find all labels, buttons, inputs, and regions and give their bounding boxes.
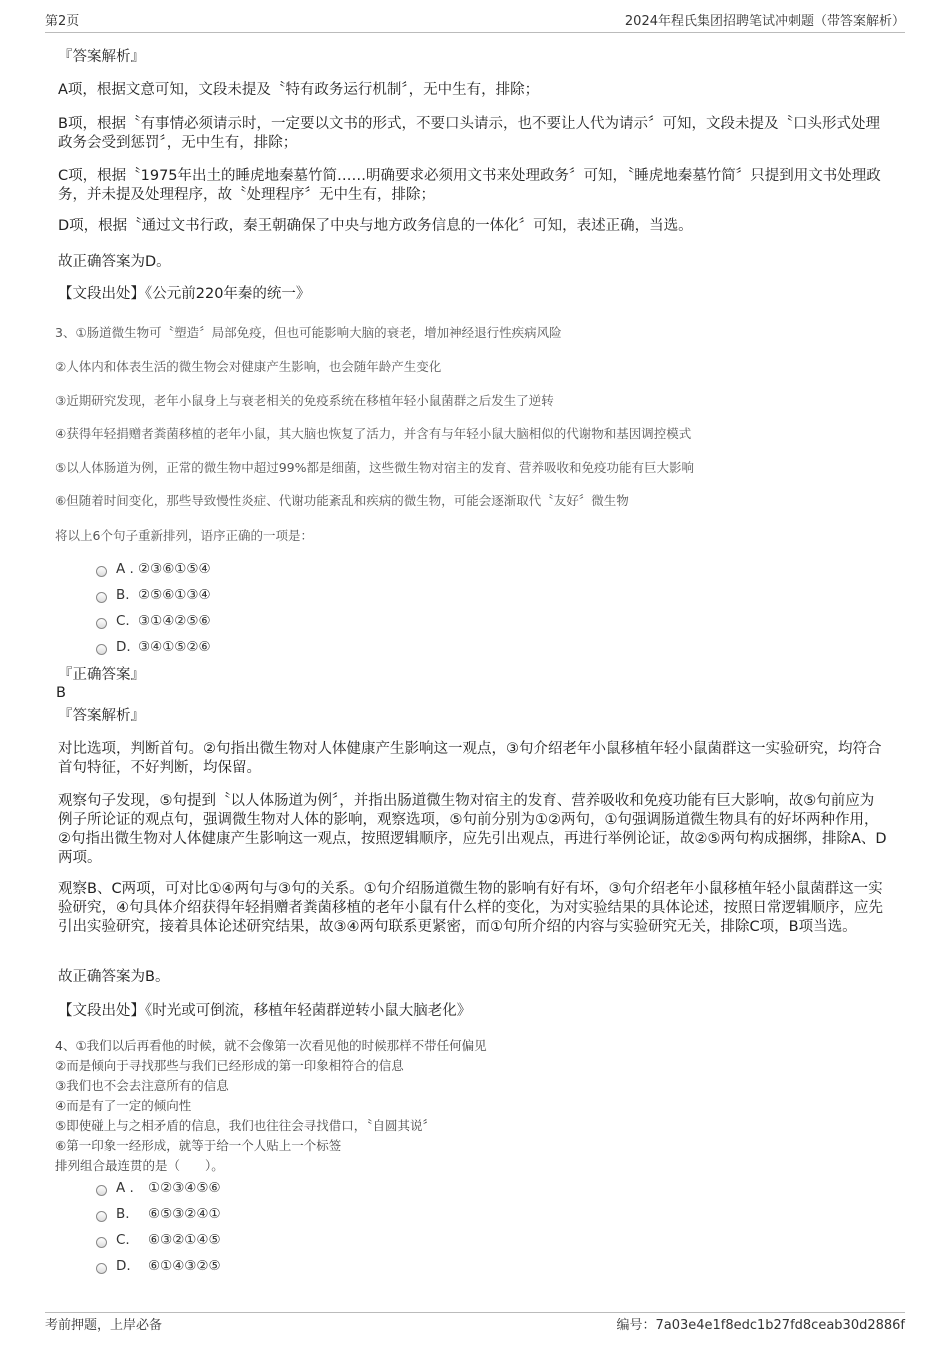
radio-button[interactable] — [96, 1263, 107, 1274]
question-item: ④而是有了一定的倾向性 — [55, 1098, 192, 1113]
analysis-para: C项，根据〝1975年出土的睡虎地秦墓竹简……明确要求必须用文书来处理政务〞可知，〝睡虎地秦墓竹简〞只提到用文书处理政务，并未提及处理程序，故〝处理程序〞无中生有，排除； — [58, 168, 881, 203]
question-item: ⑤即使碰上与之相矛盾的信息，我们也往往会寻找借口，〝自圆其说〞 — [55, 1118, 435, 1133]
radio-button[interactable] — [96, 592, 107, 603]
question-item: ④获得年轻捐赠者粪菌移植的老年小鼠，其大脑也恢复了活力，并含有与年轻小鼠大脑相似的代谢物和基因调控模式 — [55, 426, 692, 441]
analysis-para: B项，根据〝有事情必须请示时，一定要以文书的形式，不要口头请示，也不要让人代为请示〞可知，文段未提及〝口头形式处理政务会受到惩罚〞，无中生有，排除； — [58, 116, 880, 151]
analysis-para: 观察B、C两项，可对比①④两句与③句的关系。①句介绍肠道微生物的影响有好有坏，③句介绍老年小鼠移植年轻小鼠菌群这一实验研究，④句具体介绍获得年轻捐赠者粪菌移植的老年小鼠有什么样的变化，为对实验结果的具体论述，按照日常逻辑顺序，应先引出实验研究，接着具体论述研究结果，故③④两句联系更紧密，而①句所介绍的内容与实验研究无关，排除C项，B项当选。 — [58, 881, 883, 935]
correct-answer: B — [56, 685, 66, 701]
analysis-label: 『答案解析』 — [58, 49, 145, 65]
radio-button[interactable] — [96, 566, 107, 577]
document-title: 2024年程氏集团招聘笔试冲刺题（带答案解析） — [624, 14, 905, 29]
radio-button[interactable] — [96, 618, 107, 629]
question-item: ②人体内和体表生活的微生物会对健康产生影响，也会随年龄产生变化 — [55, 359, 442, 374]
analysis-label: 『答案解析』 — [58, 708, 145, 724]
option-b[interactable]: B. ②⑤⑥①③④ — [96, 587, 211, 603]
question-item: ⑤以人体肠道为例，正常的微生物中超过99%都是细菌，这些微生物对宿主的发育、营养吸收和免疫功能有巨大影响 — [55, 460, 694, 475]
option-c[interactable]: C. ③①④②⑤⑥ — [96, 613, 211, 629]
question-item: ⑥第一印象一经形成，就等于给一个人贴上一个标签 — [55, 1138, 342, 1153]
question-prompt: 将以上6个句子重新排列，语序正确的一项是： — [55, 528, 313, 543]
question-item: 3、①肠道微生物可〝塑造〞局部免疫，但也可能影响大脑的衰老，增加神经退行性疾病风险 — [55, 325, 562, 340]
question-item: ③近期研究发现，老年小鼠身上与衰老相关的免疫系统在移植年轻小鼠菌群之后发生了逆转 — [55, 393, 554, 408]
question-item: ⑥但随着时间变化，那些导致慢性炎症、代谢功能紊乱和疾病的微生物，可能会逐渐取代〝友好〞微生物 — [55, 493, 629, 508]
page-number: 第2页 — [45, 14, 80, 29]
header-divider — [45, 32, 905, 33]
analysis-para: D项，根据〝通过文书行政，秦王朝确保了中央与地方政务信息的一体化〞可知，表述正确，当选。 — [58, 218, 693, 234]
option-b[interactable]: B. ⑥⑤③②④① — [96, 1206, 221, 1222]
correct-answer-label: 『正确答案』 — [58, 667, 145, 683]
analysis-para: 对比选项，判断首句。②句指出微生物对人体健康产生影响这一观点，③句介绍老年小鼠移植年轻小鼠菌群这一实验研究，均符合首句特征，不好判断，均保留。 — [58, 741, 882, 776]
radio-button[interactable] — [96, 1211, 107, 1222]
document-id: 编号：7a03e4e1f8edc1b27fd8ceab30d2886f — [616, 1318, 905, 1333]
option-c[interactable]: C. ⑥③②①④⑤ — [96, 1232, 221, 1248]
radio-button[interactable] — [96, 1237, 107, 1248]
footer-divider — [45, 1312, 905, 1313]
radio-button[interactable] — [96, 1185, 107, 1196]
answer-conclusion: 故正确答案为D。 — [58, 254, 171, 270]
question-item: 4、①我们以后再看他的时候，就不会像第一次看见他的时候那样不带任何偏见 — [55, 1038, 487, 1053]
question-item: ②而是倾向于寻找那些与我们已经形成的第一印象相符合的信息 — [55, 1058, 404, 1073]
analysis-para: 观察句子发现，⑤句提到〝以人体肠道为例〞，并指出肠道微生物对宿主的发育、营养吸收和免疫功能有巨大影响，故⑤句前应为例子所论证的观点句，强调微生物对人体的影响，观察选项，⑤句前分别为①②两句，①句强调肠道微生物具有的好坏两种作用，②句指出微生物对人体健康产生影响这一观点，按照逻辑顺序，应先引出观点，再进行举例论证，故②⑤两句构成捆绑，排除A、D两项。 — [58, 793, 887, 866]
option-d[interactable]: D. ③④①⑤②⑥ — [96, 639, 211, 655]
source: 【文段出处】《公元前220年秦的统一》 — [58, 286, 311, 302]
option-a[interactable]: A . ②③⑥①⑤④ — [96, 561, 211, 577]
analysis-para: A项，根据文意可知，文段未提及〝特有政务运行机制〞，无中生有，排除； — [58, 82, 540, 98]
question-prompt: 排列组合最连贯的是（ ）。 — [55, 1158, 224, 1173]
question-item: ③我们也不会去注意所有的信息 — [55, 1078, 229, 1093]
option-d[interactable]: D. ⑥①④③②⑤ — [96, 1258, 221, 1274]
option-a[interactable]: A . ①②③④⑤⑥ — [96, 1180, 221, 1196]
radio-button[interactable] — [96, 644, 107, 655]
source: 【文段出处】《时光或可倒流，移植年轻菌群逆转小鼠大脑老化》 — [58, 1003, 472, 1019]
footer-slogan: 考前押题，上岸必备 — [45, 1318, 163, 1333]
answer-conclusion: 故正确答案为B。 — [58, 969, 170, 985]
